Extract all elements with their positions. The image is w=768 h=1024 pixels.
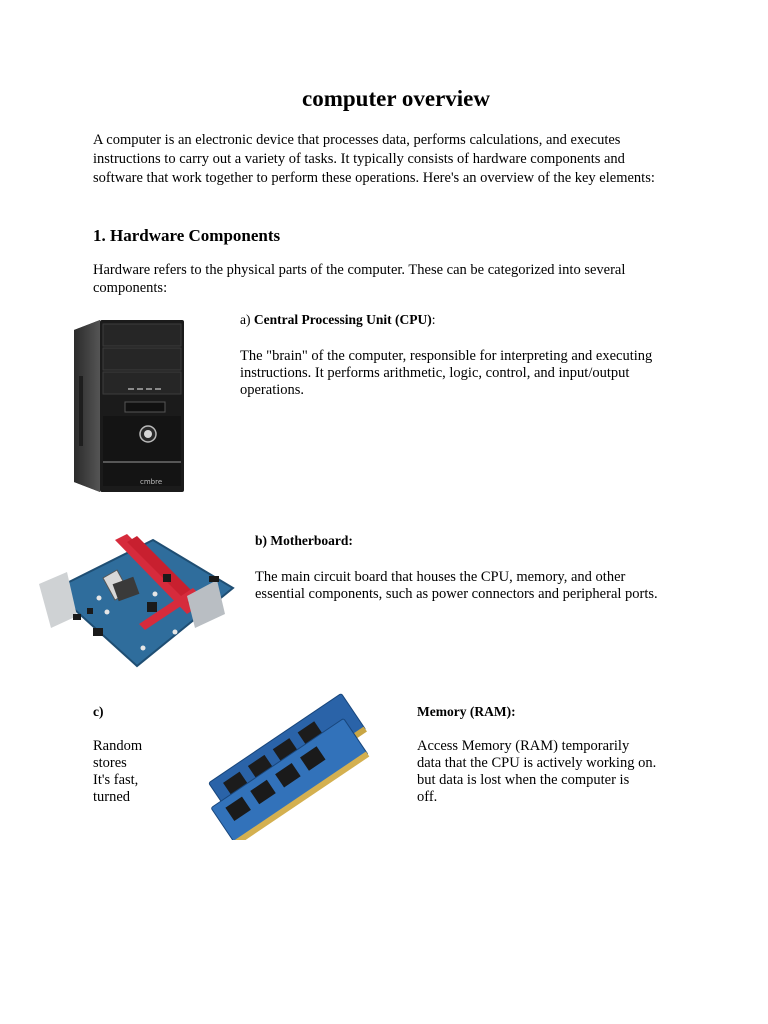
- ram-left-line: Random: [93, 738, 143, 754]
- cpu-suffix: :: [431, 312, 436, 327]
- cpu-case-image: [70, 316, 188, 496]
- case-brand-logo: cmbre: [140, 478, 163, 486]
- ram-right-line: but data is lost when the computer is: [417, 772, 630, 788]
- page-title: computer overview: [302, 86, 490, 111]
- motherboard-heading: b) Motherboard:: [255, 533, 353, 548]
- hardware-description: Hardware refers to the physical parts of the computer. These can be categorized into several components:: [93, 262, 626, 296]
- section-heading-hardware: 1. Hardware Components: [93, 226, 281, 245]
- cpu-heading: [240, 312, 436, 328]
- ram-prefix: c): [93, 704, 104, 719]
- motherboard-image: [33, 532, 245, 670]
- ram-right-text: [417, 738, 679, 806]
- ram-left-line: turned: [93, 789, 131, 805]
- ram-heading: Memory (RAM):: [417, 704, 516, 719]
- ram-left-text: [93, 738, 163, 806]
- ram-modules-image: [170, 690, 404, 840]
- cpu-prefix: a): [240, 312, 254, 327]
- cpu-description: The "brain" of the computer, responsible for interpreting and executing instructions. It performs arithmetic, logic, control, and input/output operations.: [240, 348, 653, 398]
- ram-right-line: Access Memory (RAM) temporarily: [417, 738, 630, 754]
- ram-right-line: off.: [417, 789, 438, 805]
- ram-left-line: stores: [93, 755, 127, 771]
- motherboard-description: The main circuit board that houses the CPU, memory, and other essential components, such as power connectors and peripheral ports.: [255, 569, 658, 602]
- intro-paragraph: A computer is an electronic device that processes data, performs calculations, and executes instructions to carry out a variety of tasks. It typically consists of hardware components and software that work together to perform these operations. Here's an overview of the key elements:: [93, 132, 655, 186]
- ram-right-line: data that the CPU is actively working on.: [417, 755, 657, 771]
- ram-left-line: It's fast,: [93, 772, 139, 788]
- cpu-label: Central Processing Unit (CPU): [253, 312, 432, 327]
